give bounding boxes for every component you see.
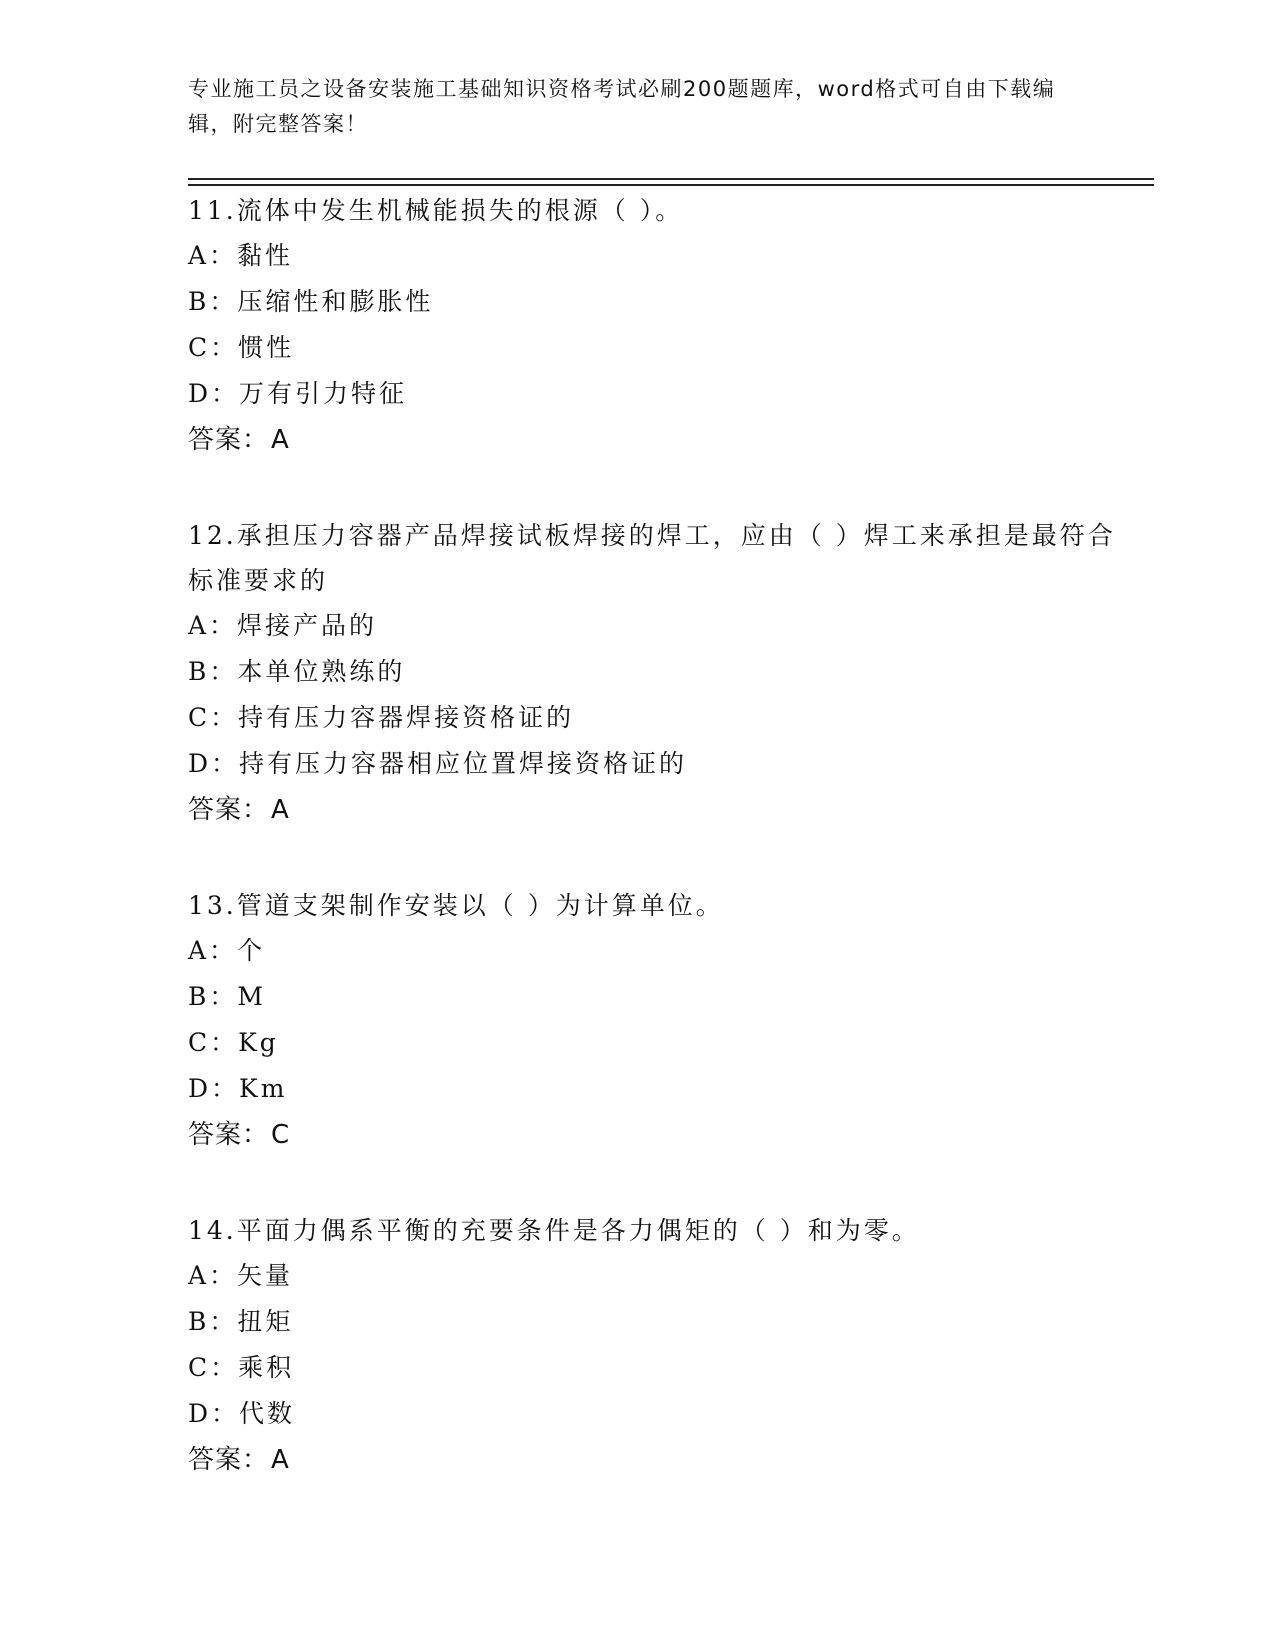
document-title: 专业施工员之设备安装施工基础知识资格考试必刷200题题库，word格式可自由下载编辑，附完整答案！: [188, 77, 1056, 136]
option-b: B：压缩性和膨胀性: [188, 287, 434, 316]
answer-value: A: [271, 1445, 290, 1475]
option-d: D：万有引力特征: [188, 379, 408, 408]
header-divider-top: [188, 178, 1154, 180]
question-stem: 13.管道支架制作安装以（ ）为计算单位。: [188, 891, 724, 920]
answer-line: [188, 417, 1118, 463]
answer-label: 答案：: [188, 795, 270, 825]
question-item: [188, 1208, 1118, 1483]
option-a: A：矢量: [188, 1261, 294, 1290]
question-stem: 12.承担压力容器产品焊接试板焊接的焊工，应由（ ）焊工来承担是最符合标准要求的: [188, 521, 1116, 595]
answer-label: 答案：: [188, 425, 270, 455]
question-item: [188, 513, 1118, 833]
question-list: [188, 188, 1118, 1533]
option-a: A：黏性: [188, 241, 294, 270]
option-a: A：焊接产品的: [188, 611, 378, 640]
option-d: D：Km: [188, 1074, 288, 1103]
option-c: C：惯性: [188, 333, 295, 362]
option-a: A：个: [188, 936, 266, 965]
option-c: C：持有压力容器焊接资格证的: [188, 703, 575, 732]
option-b: B：扭矩: [188, 1307, 294, 1336]
option-b: B：M: [188, 982, 266, 1011]
option-c: C：Kg: [188, 1028, 279, 1057]
answer-line: [188, 787, 1118, 833]
header-divider-bottom: [188, 184, 1154, 186]
option-d: D：代数: [188, 1399, 296, 1428]
answer-value: A: [271, 795, 290, 825]
answer-line: [188, 1112, 1118, 1158]
answer-value: A: [271, 425, 290, 455]
question-stem: 11.流体中发生机械能损失的根源（ ）。: [188, 196, 684, 225]
answer-label: 答案：: [188, 1445, 270, 1475]
option-b: B：本单位熟练的: [188, 657, 406, 686]
question-stem: 14.平面力偶系平衡的充要条件是各力偶矩的（ ）和为零。: [188, 1216, 920, 1245]
answer-value: C: [271, 1120, 291, 1150]
option-d: D：持有压力容器相应位置焊接资格证的: [188, 749, 688, 778]
question-item: [188, 883, 1118, 1158]
option-c: C：乘积: [188, 1353, 295, 1382]
answer-label: 答案：: [188, 1120, 270, 1150]
question-item: [188, 188, 1118, 463]
answer-line: [188, 1437, 1118, 1483]
